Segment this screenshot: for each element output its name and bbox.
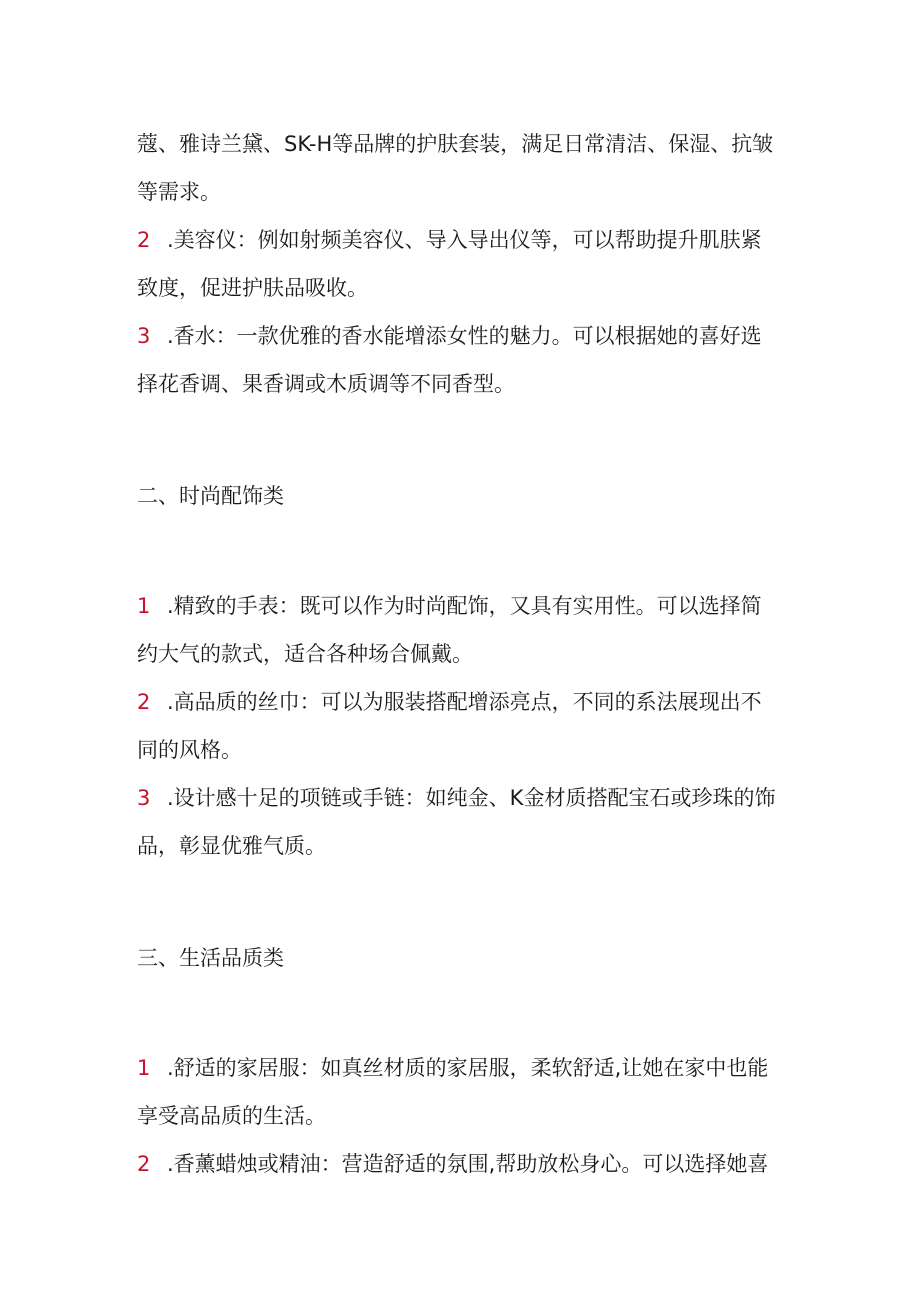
item-number: 1 xyxy=(137,594,151,618)
section-heading-lifestyle: 三、生活品质类 xyxy=(137,946,284,970)
intro-line-1: 蔻、雅诗兰黛、SK-H等品牌的护肤套装，满足日常清洁、保湿、抗皱 xyxy=(137,132,774,156)
item-text-line-1: .精致的手表：既可以作为时尚配饰，又具有实用性。可以选择简 xyxy=(167,594,762,618)
item-number: 3 xyxy=(137,786,151,810)
item-number: 2 xyxy=(137,1152,151,1176)
item-text-line-2: 品，彰显优雅气质。 xyxy=(137,834,326,858)
item-text-line-2: 同的风格。 xyxy=(137,738,242,762)
item-text-line-2: 享受高品质的生活。 xyxy=(137,1104,326,1128)
item-number: 2 xyxy=(137,228,151,252)
intro-line-2: 等需求。 xyxy=(137,180,221,204)
item-text-line-1: .香薰蜡烛或精油：营造舒适的氛围,帮助放松身心。可以选择她喜 xyxy=(167,1152,769,1176)
list-item xyxy=(137,216,787,312)
item-text-line-2: 择花香调、果香调或木质调等不同香型。 xyxy=(137,372,515,396)
item-text-line-1: .香水：一款优雅的香水能增添女性的魅力。可以根据她的喜好选 xyxy=(167,324,762,348)
intro-paragraph xyxy=(137,120,787,216)
section-heading-fashion: 二、时尚配饰类 xyxy=(137,484,284,508)
item-number: 3 xyxy=(137,324,151,348)
item-text-line-2: 致度，促进护肤品吸收。 xyxy=(137,276,368,300)
item-number: 2 xyxy=(137,690,151,714)
list-item xyxy=(137,678,787,774)
document-content xyxy=(137,120,787,1188)
list-item xyxy=(137,1140,787,1188)
item-number: 1 xyxy=(137,1056,151,1080)
item-text-line-1: .设计感十足的项链或手链：如纯金、K金材质搭配宝石或珍珠的饰 xyxy=(167,786,776,810)
list-item xyxy=(137,1044,787,1140)
list-item xyxy=(137,582,787,678)
item-text-line-1: .高品质的丝巾：可以为服装搭配增添亮点，不同的系法展现出不 xyxy=(167,690,762,714)
list-item xyxy=(137,774,787,870)
item-text-line-1: .美容仪：例如射频美容仪、导入导出仪等，可以帮助提升肌肤紧 xyxy=(167,228,762,252)
item-text-line-2: 约大气的款式，适合各种场合佩戴。 xyxy=(137,642,473,666)
list-item xyxy=(137,312,787,408)
item-text-line-1: .舒适的家居服：如真丝材质的家居服，柔软舒适,让她在家中也能 xyxy=(167,1056,769,1080)
